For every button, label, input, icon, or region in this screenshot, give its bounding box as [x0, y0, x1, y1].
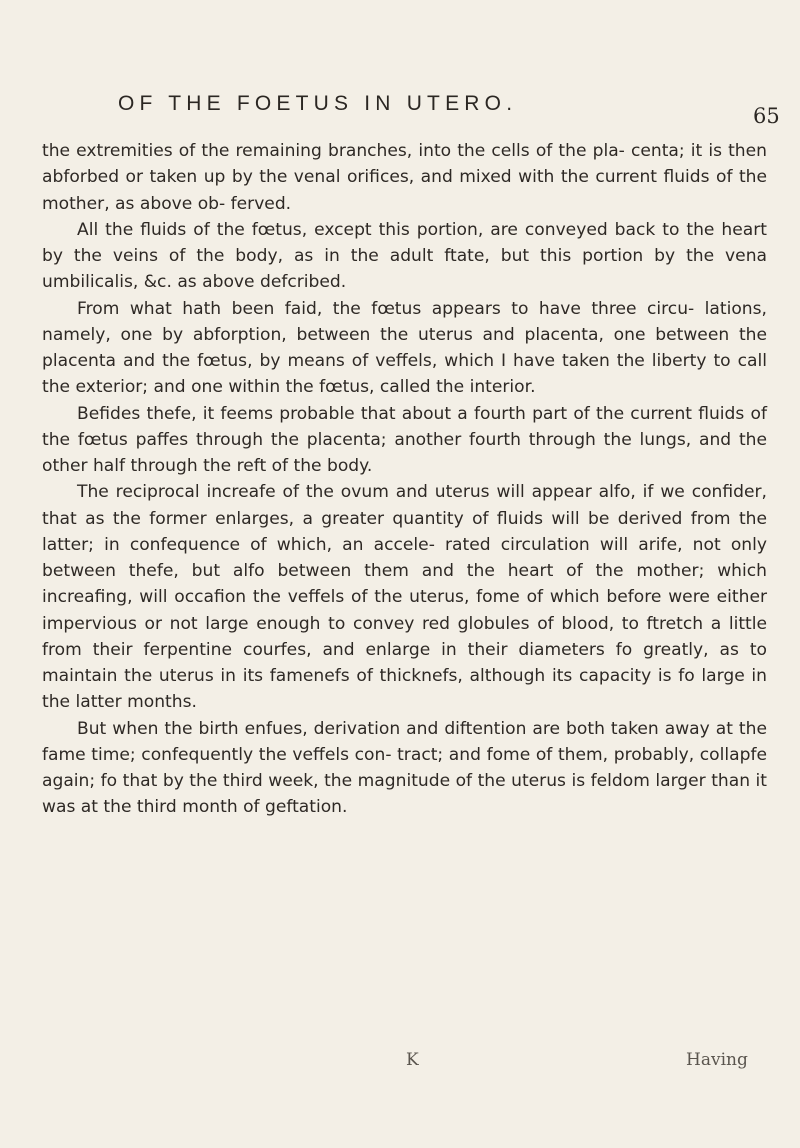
paragraph: From what hath been faid, the fœtus appears to have three circu- lations, namely, one by abforption, between the uterus and placenta, one between the placenta and the fœtus, by means of veffels, which I have taken the liberty to call the exterior; and one within the fœtus, called the interior.: [42, 298, 767, 398]
paragraph: The reciprocal increafe of the ovum and uterus will appear alfo, if we confider, that as the former enlarges, a greater quantity of fluids will be derived from the latter; in confequence of which, an accele- rated circulation will arife, not only between thefe, but alfo between them and the heart of the mother; which increafing, will occafion the veffels of the uterus, fome of which before were either impervious or not large enough to convey red globules of blood, to ftretch a little from their ferpentine courfes, and enlarge in their diameters fo greatly, as to maintain the uterus in its famenefs of thicknefs, although its capacity is fo large in the latter months.: [42, 482, 767, 713]
paragraph-continued: the extremities of the remaining branches, into the cells of the pla- centa; it is then abforbed or taken up by the venal orifices, and mixed with the current fluids of the mother, as above ob- ferved.: [42, 141, 767, 214]
running-title: OF THE FOETUS IN UTERO.: [118, 92, 518, 115]
page-footer: [0, 1050, 800, 1080]
body-text: [42, 138, 767, 821]
page-number: 65: [753, 104, 780, 128]
paragraph: But when the birth enfues, derivation and diftention are both taken away at the fame time; confequently the veffels con- tract; and fome of them, probably, collapfe again; fo that by the third week, the magnitude of the uterus is feldom larger than it was at the third month of geftation.: [42, 718, 767, 818]
catchword: Having: [686, 1050, 748, 1070]
signature-mark: K: [406, 1050, 419, 1070]
paragraph: Befides thefe, it feems probable that about a fourth part of the current fluids of the fœtus paffes through the placenta; another fourth through the lungs, and the other half through the reft of the body.: [42, 403, 767, 476]
paragraph: All the fluids of the fœtus, except this portion, are conveyed back to the heart by the veins of the body, as in the adult ftate, but this portion by the vena umbilicalis, &c. as above defcribed.: [42, 219, 767, 293]
